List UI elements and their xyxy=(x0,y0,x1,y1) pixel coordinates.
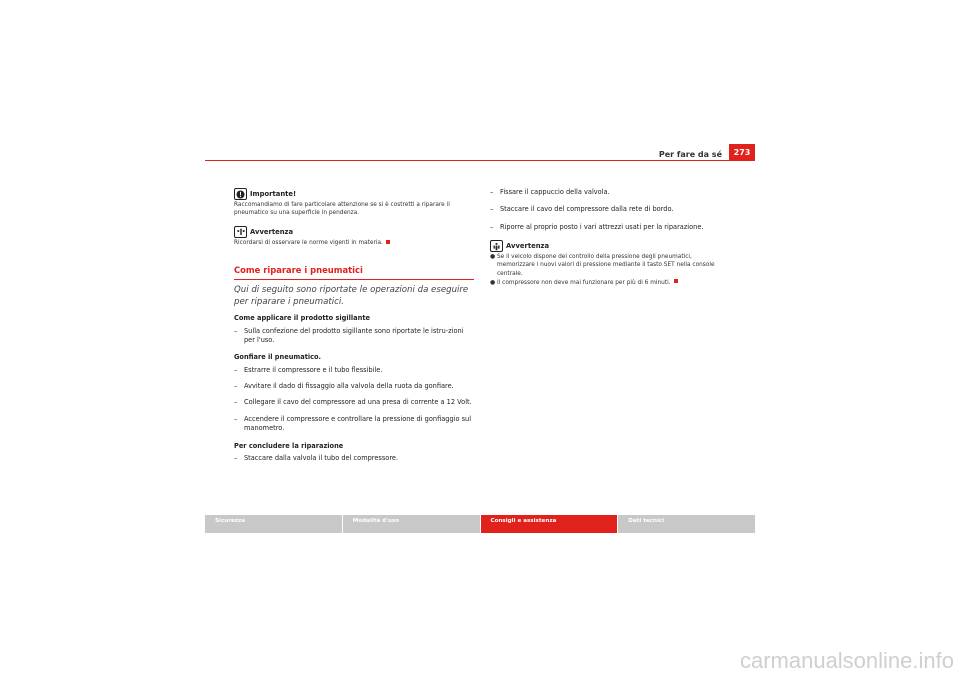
exclamation-icon xyxy=(234,188,247,200)
info-icon xyxy=(490,240,503,252)
list-item xyxy=(490,205,730,214)
list-item xyxy=(234,454,474,463)
list-item-text: Estrarre il compressore e il tubo flessibile. xyxy=(244,365,383,374)
footer-tab-dati-tecnici[interactable]: Dati tecnici xyxy=(618,515,755,533)
header-rule xyxy=(205,160,755,161)
subheading-inflate: Gonfiare il pneumatico. xyxy=(234,353,322,362)
footer-tab-sicurezza[interactable]: Sicurezza xyxy=(205,515,342,533)
right-column xyxy=(490,188,730,296)
dash-marker: – xyxy=(490,205,494,214)
list-item-text: Staccare il cavo del compressore dalla rete di bordo. xyxy=(500,205,674,214)
page-number-badge: 273 xyxy=(729,144,755,161)
list-item xyxy=(234,327,474,346)
info-note xyxy=(490,240,730,288)
dash-marker: – xyxy=(234,326,238,335)
list-item xyxy=(490,223,730,232)
bullet-marker: ● xyxy=(490,253,496,261)
environment-note xyxy=(234,226,474,247)
info-note-title: Avvertenza xyxy=(506,242,550,251)
list-item-text: Collegare il cavo del compressore ad una presa di corrente a 12 Volt. xyxy=(244,398,472,407)
watermark: carmanualsonline.info xyxy=(739,648,954,673)
list-item-text: Staccare dalla valvola il tubo del compressore. xyxy=(244,453,399,462)
list-item-text: Fissare il cappuccio della valvola. xyxy=(500,188,610,196)
dash-marker: – xyxy=(490,222,494,231)
list-item-text: Riporre al proprio posto i vari attrezzi usati per la riparazione. xyxy=(500,222,704,231)
bullet-marker: ● xyxy=(490,279,496,287)
subheading-sealant: Come applicare il prodotto sigillante xyxy=(234,314,370,323)
bullet-item xyxy=(490,253,730,278)
list-item xyxy=(234,382,474,391)
environment-icon xyxy=(234,226,247,238)
subheading-finish: Per concludere la riparazione xyxy=(234,441,344,450)
list-item-text: Sulla confezione del prodotto sigillante sono riportate le istru-zioni per l'uso. xyxy=(244,326,464,344)
dash-marker: – xyxy=(234,453,238,462)
list-item-text: Accendere il compressore e controllare la pressione di gonfiaggio sul manometro. xyxy=(244,414,472,433)
important-note xyxy=(234,188,474,218)
section-intro: Qui di seguito sono riportate le operazioni da eseguire per riparare i pneumatici. xyxy=(234,285,469,307)
list-item xyxy=(234,366,474,375)
bullet-item xyxy=(490,279,730,288)
list-item xyxy=(234,415,474,434)
footer-tab-modalita-uso[interactable]: Modalità d'uso xyxy=(343,515,480,533)
important-note-text: Raccomandiamo di fare particolare attenzione se si è costretti a riparare il pneumatico su una superficie in pendenza. xyxy=(234,202,450,217)
important-note-title: Importante! xyxy=(250,190,297,199)
dash-marker: – xyxy=(234,382,238,391)
dash-marker: – xyxy=(490,188,494,196)
dash-marker: – xyxy=(234,365,238,374)
dash-marker: – xyxy=(234,414,238,423)
environment-note-text: Ricordarsi di osservare le norme vigenti in materia. xyxy=(234,239,383,246)
dash-marker: – xyxy=(234,398,238,407)
left-column xyxy=(234,188,474,463)
end-marker xyxy=(674,279,678,283)
environment-note-body xyxy=(234,239,474,247)
environment-note-title: Avvertenza xyxy=(250,228,294,237)
list-item xyxy=(234,398,474,407)
list-item-text: Avvitare il dado di fissaggio alla valvola della ruota da gonfiare. xyxy=(244,382,454,391)
page-header-title: Per fare da sé xyxy=(658,150,722,159)
footer-nav xyxy=(205,515,755,533)
section-title: Come riparare i pneumatici xyxy=(234,265,474,280)
bullet-text: Se il veicolo dispone del controllo della pressione degli pneumatici, memorizzare i nuovi valori di pressione mediante il tasto SET nella console centrale. xyxy=(497,254,715,277)
end-marker xyxy=(386,240,390,244)
footer-tab-consigli-assistenza[interactable]: Consigli e assistenza xyxy=(481,515,618,533)
bullet-text: Il compressore non deve mai funzionare per più di 6 minuti. xyxy=(497,280,671,287)
list-item xyxy=(490,188,730,197)
